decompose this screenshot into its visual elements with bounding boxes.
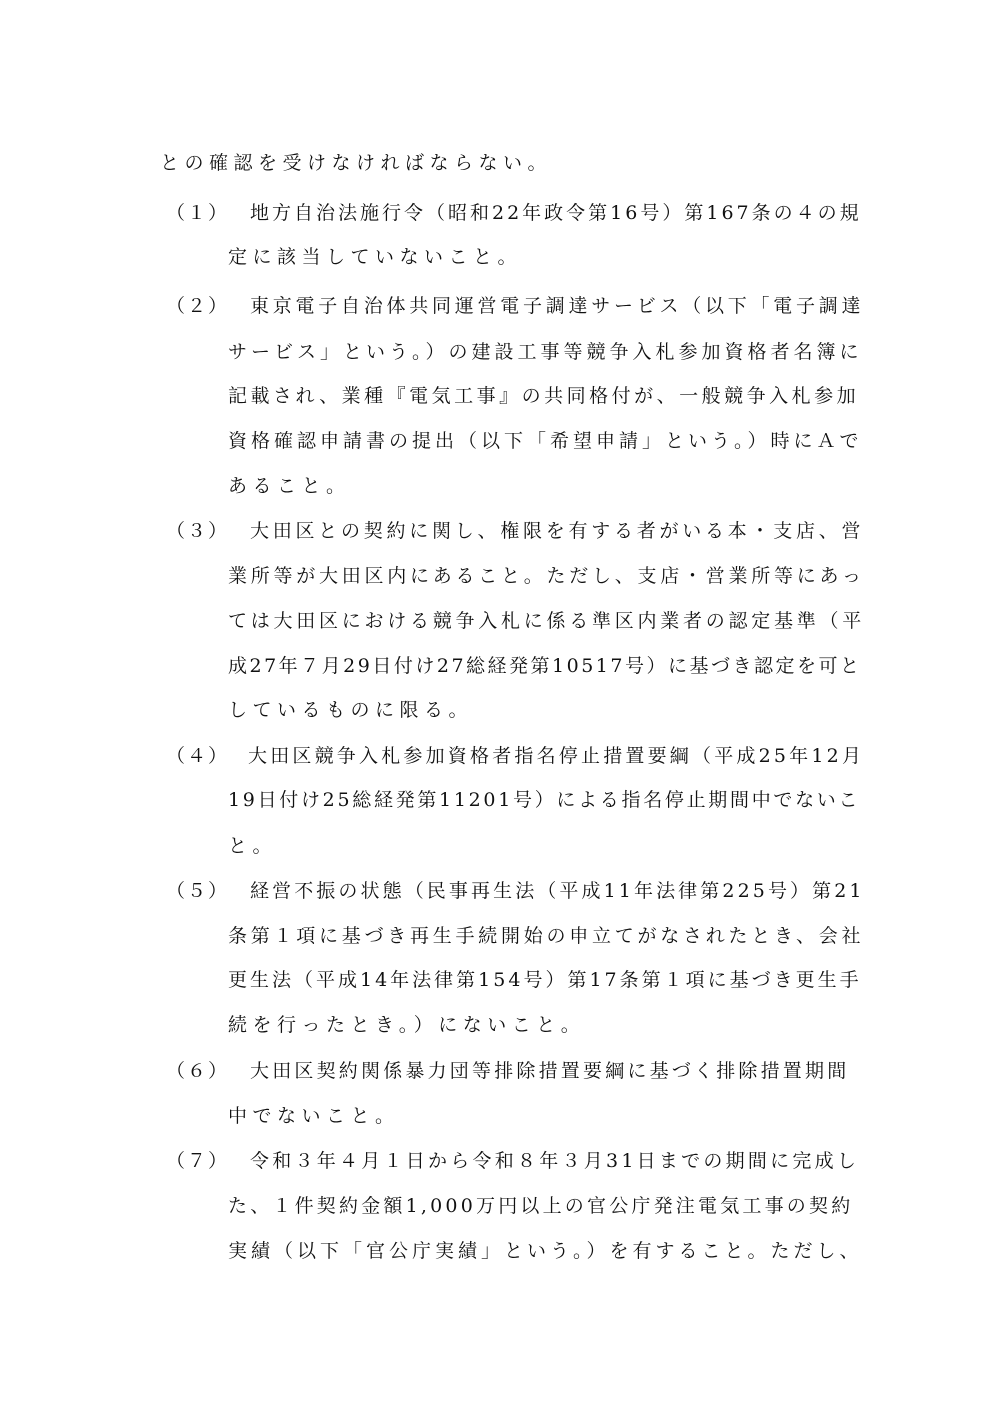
item-2-number: （２） (166, 295, 230, 317)
item-2-line-1: 東京電子自治体共同運営電子調達サービス（以下「電子調達 (250, 295, 865, 317)
intro-line: との確認を受けなければならない。 (160, 152, 553, 174)
item-7-line-3: 実績（以下「官公庁実績」という。）を有すること。ただし、 (228, 1240, 863, 1262)
item-5-line-2: 条第１項に基づき再生手続開始の申立てがなされたとき、会社 (228, 925, 865, 947)
item-4-line-2: 19日付け25総経発第11201号）による指名停止期間中でないこ (228, 789, 861, 811)
item-1-line-1: 地方自治法施行令（昭和22年政令第16号）第167条の４の規 (250, 202, 862, 224)
item-2-line-4: 資格確認申請書の提出（以下「希望申請」という。）時にＡで (228, 430, 863, 452)
item-5-number: （５） (166, 880, 230, 902)
item-6-line-2: 中でないこと。 (228, 1105, 400, 1127)
item-3-number: （３） (166, 520, 230, 542)
item-3-line-2: 業所等が大田区内にあること。ただし、支店・営業所等にあっ (228, 565, 865, 587)
item-6-number: （６） (166, 1060, 230, 1082)
item-4-line-3: と。 (228, 835, 278, 857)
item-3-line-4: 成27年７月29日付け27総経発第10517号）に基づき認定を可と (228, 655, 862, 677)
item-7-line-2: た、１件契約金額1,000万円以上の官公庁発注電気工事の契約 (228, 1195, 854, 1217)
item-5-line-3: 更生法（平成14年法律第154号）第17条第１項に基づき更生手 (228, 969, 862, 991)
item-7-line-1: 令和３年４月１日から令和８年３月31日までの期間に完成し (250, 1150, 860, 1172)
item-7-number: （７） (166, 1150, 230, 1172)
item-2-line-2: サービス」という。）の建設工事等競争入札参加資格者名簿に (228, 341, 863, 363)
item-5-line-4: 続を行ったとき。）にないこと。 (228, 1014, 586, 1036)
item-6-line-1: 大田区契約関係暴力団等排除措置要綱に基づく排除措置期間 (250, 1060, 850, 1082)
item-2-line-5: あること。 (228, 475, 351, 497)
item-3-line-5: しているものに限る。 (228, 699, 474, 721)
item-4-line-1: 大田区競争入札参加資格者指名停止措置要綱（平成25年12月 (248, 745, 865, 767)
item-4-number: （４） (166, 745, 230, 767)
item-1-line-2: 定に該当していないこと。 (228, 246, 523, 268)
item-3-line-1: 大田区との契約に関し、権限を有する者がいる本・支店、営 (250, 520, 865, 542)
item-1-number: （１） (166, 202, 230, 224)
item-2-line-3: 記載され、業種『電気工事』の共同格付が、一般競争入札参加 (228, 385, 860, 407)
item-3-line-3: ては大田区における競争入札に係る準区内業者の認定基準（平 (228, 610, 866, 632)
item-5-line-1: 経営不振の状態（民事再生法（平成11年法律第225号）第21 (250, 880, 865, 902)
